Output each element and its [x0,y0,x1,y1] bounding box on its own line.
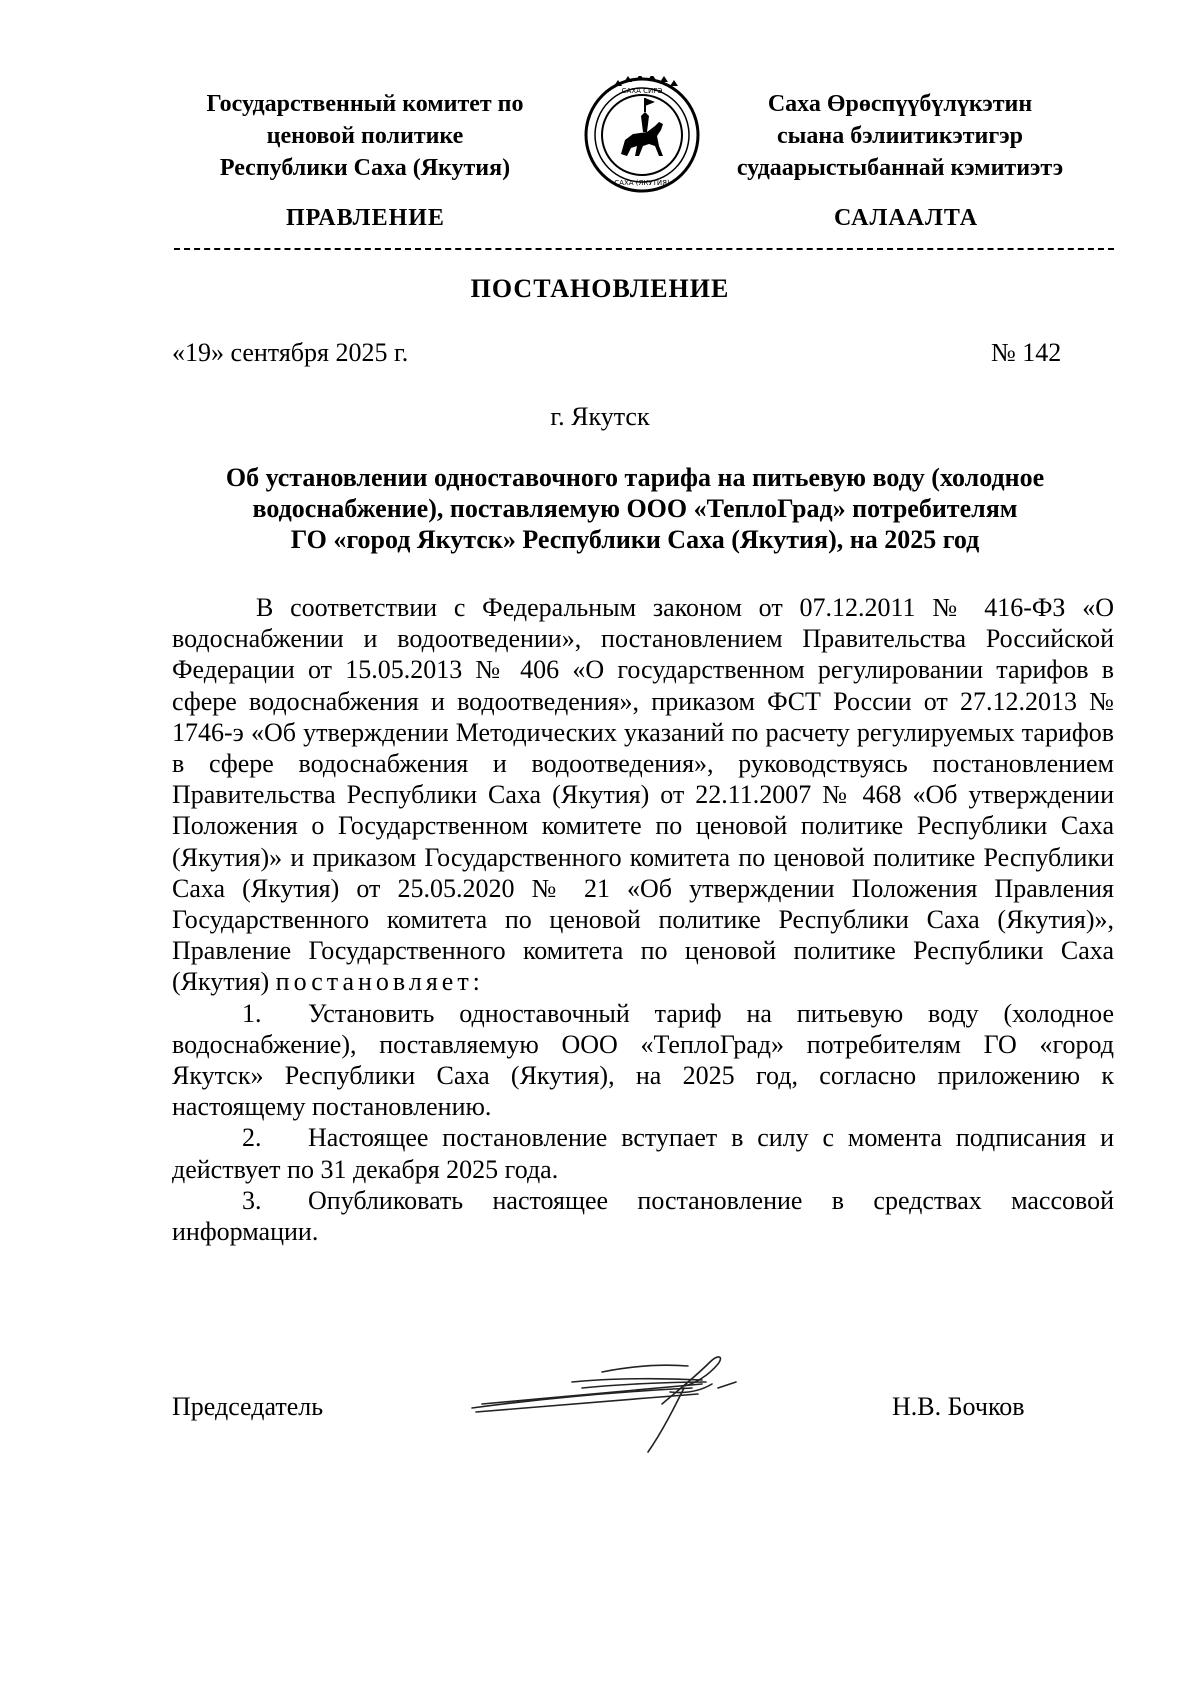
resolution-item [172,1185,1114,1247]
subject-line: ГО «город Якутск» Республики Саха (Якутия), на 2025 год [290,525,980,554]
handwritten-signature-icon [462,1348,772,1458]
item-number: 1. [242,998,262,1028]
emblem-bottom-text: САХА (ЯКУТИЯ) [614,179,670,187]
header-left-org-name [175,88,555,184]
header-right-line: сыана бэлиитикэтигэр [776,123,1023,149]
resolution-item [172,998,1114,1123]
header-left-line: Республики Саха (Якутия) [219,155,511,181]
header-right-line: судаарыстыбаннай кэмитиэтэ [736,155,1064,181]
resolution-item [172,1122,1114,1184]
document-city: г. Якутск [550,402,650,431]
board-label-ru: ПРАВЛЕНИЕ [286,205,445,231]
header-left-line: Государственный комитет по [206,91,524,117]
document-subject [170,462,1100,555]
document-number: № 142 [991,338,1062,367]
subject-line: водоснабжение), поставляемую ООО «ТеплоГрад» потребителям [252,494,1018,523]
state-emblem-icon [583,76,701,194]
subject-line: Об установлении одноставочного тарифа на питьевую воду (холодное [225,463,1045,492]
emblem-top-text: САХА СИРЭ [621,87,663,95]
preamble-paragraph [172,592,1114,998]
header-left-line: ценовой политике [266,123,464,149]
item-text: Настоящее постановление вступает в силу с момента подписания и действует по 31 декабря 2025 года. [172,1123,1114,1184]
document-type-title: ПОСТАНОВЛЕНИЕ [470,274,730,303]
resolves-word: постановляет: [275,967,484,997]
signatory-name: Н.В. Бочков [892,1392,1025,1421]
item-number: 3. [242,1185,262,1215]
header-right-line: Саха Өрөспүүбүлүкэтин [767,91,1033,117]
document-body [172,592,1114,1247]
item-text: Опубликовать настоящее постановление в средствах массовой информации. [172,1185,1114,1247]
item-text: Установить одноставочный тариф на питьевую воду (холодное водоснабжение), поставляемую ООО «ТеплоГрад» потребителям ГО «город Якутск» Республики Саха (Якутия), на 2025 год, согласно приложению к настоящему постановлению. [172,998,1114,1122]
item-number: 2. [242,1123,262,1153]
signatory-role: Председатель [172,1392,324,1421]
header-right-org-name [700,88,1100,184]
document-date: «19» сентября 2025 г. [172,338,409,367]
board-label-sakha: САЛААЛТА [834,205,979,231]
header-divider [174,248,1114,250]
preamble-text: В соответствии с Федеральным законом от 07.12.2011 № 416-ФЗ «О водоснабжении и водоотведении», постановлением Правительства Российской Федерации от 15.05.2013 № 406 «О государственном регулировании тарифов в сфере водоснабжения и водоотведения», приказом ФСТ России от 27.12.2013 № 1746-э «Об утверждении Методических указаний по расчету регулируемых тарифов в сфере водоснабжения и водоотведения», руководствуясь постановлением Правительства Республики Саха (Якутия) от 22.11.2007 № 468 «Об утверждении Положения о Государственном комитете по ценовой политике Республики Саха (Якутия)» и приказом Государственного комитета по ценовой политике Республики Саха (Якутия) от 25.05.2020 № 21 «Об утверждении Положения Правления Государственного комитета по ценовой политике Республики Саха (Якутия)», Правление Государственного комитета по ценовой политике Республики Саха (Якутия) [172,593,1114,997]
